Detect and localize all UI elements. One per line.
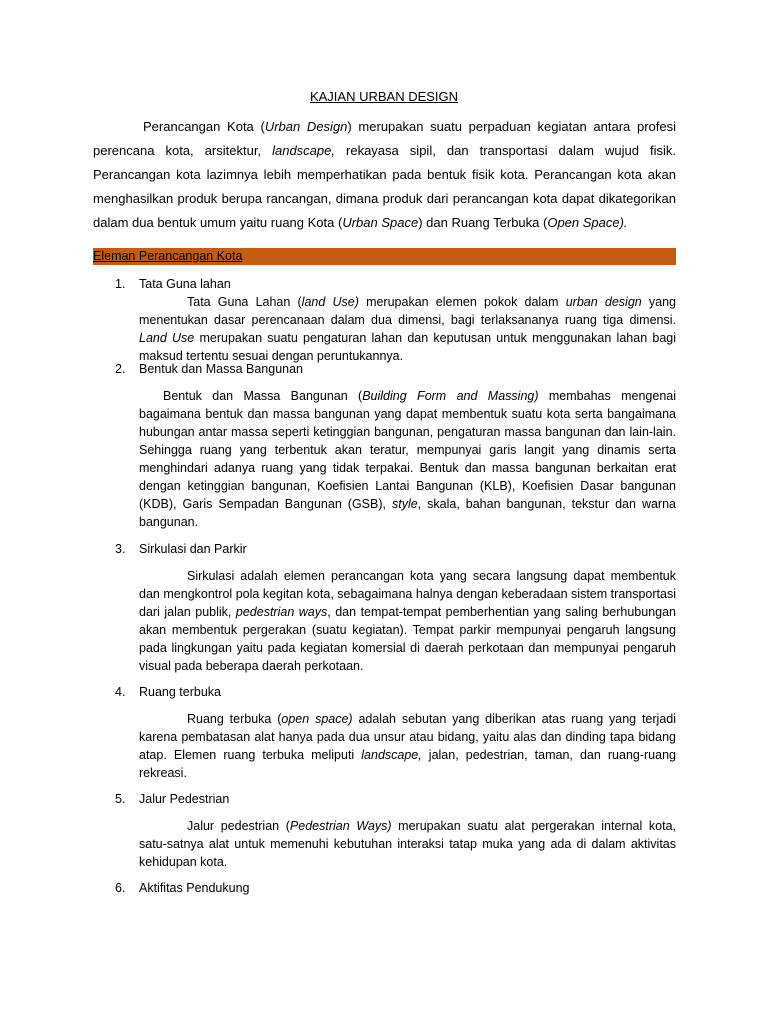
list-item-6: 6. Aktifitas Pendukung xyxy=(115,881,250,895)
intro-paragraph: Perancangan Kota (Urban Design) merupakan suatu perpaduan kegiatan antara profesi perencana kota, arsitektur, landscape, rekayasa sipil, dan transportasi dalam wujud fisik. Perancangan kota lazimnya lebih memperhatikan pada bentuk fisik kota. Perancangan kota akan menghasilkan produk berupa rancangan, dimana produk dari perancangan kota dapat dikategorikan dalam dua bentuk umum yaitu ruang Kota (Urban Space) dan Ruang Terbuka (Open Space). xyxy=(93,119,676,230)
list-item-1: 1. Tata Guna lahan Tata Guna Lahan (land Use) merupakan elemen pokok dalam urban design yang menentukan dasar perencanaan dalam dua dimensi, bagi terlaksananya ruang tiga dimensi. Land Use merupakan suatu pengaturan lahan dan keputusan untuk menggunakan lahan bagi maksud tertentu sesuai dengan peruntukannya. xyxy=(115,277,677,363)
item-title: Ruang terbuka xyxy=(139,685,222,699)
item-body: Bentuk dan Massa Bangunan (Building Form and Massing) membahas mengenai bagaimana bentuk dan massa bangunan yang dapat membentuk suatu kota serta bangaimana hubungan antar massa seperti ketinggian bangunan, pengaturan massa bangunan dan lain-lain. Sehingga ruang yang terbentuk akan teratur, mempunyai garis langit yang dinamis serta menghindari adanya ruang yang tidak terpakai. Bentuk dan massa bangunan berkaitan erat dengan ketinggian bangunan, Koefisien Lantai Bangunan (KLB), Koefisien Dasar bangunan (KDB), Garis Sempadan Bangunan (GSB), style, skala, bahan bangunan, tekstur dan warna bangunan. xyxy=(139,389,676,529)
item-title: Bentuk dan Massa Bangunan xyxy=(139,362,304,376)
section-heading: Eleman Perancangan Kota xyxy=(93,248,676,265)
item-title: Aktifitas Pendukung xyxy=(139,881,250,895)
document-title: KAJIAN URBAN DESIGN xyxy=(309,89,459,104)
list-item-5: 5. Jalur Pedestrian Jalur pedestrian (Pedestrian Ways) merupakan suatu alat pergerakan internal kota, satu-satnya alat untuk memenuhi kebutuhan interaksi tatap muka yang ada di dalam aktivitas kehidupan kota. xyxy=(115,792,676,869)
item-body: Sirkulasi adalah elemen perancangan kota yang secara langsung dapat membentuk dan mengkontrol pola kegitan kota, sebagaimana halnya dengan keberadaan sistem transportasi dari jalan publik, pedestrian ways, dan tempat-tempat pemberhentian yang saling berhubungan akan membentuk pergerakan (suatu kegiatan). Tempat parkir mempunyai pengaruh langsung pada lingkungan yaitu pada kegiatan komersial di daerah perkotaan dan mempunyai pengaruh visual pada beberapa daerah perkotaan. xyxy=(139,569,676,673)
item-title: Jalur Pedestrian xyxy=(139,792,230,806)
list-item-3: 3. Sirkulasi dan Parkir Sirkulasi adalah elemen perancangan kota yang secara langsung dapat membentuk dan mengkontrol pola kegitan kota, sebagaimana halnya dengan keberadaan sistem transportasi dari jalan publik, pedestrian ways, dan tempat-tempat pemberhentian yang saling berhubungan akan membentuk pergerakan (suatu kegiatan). Tempat parkir mempunyai pengaruh langsung pada lingkungan yaitu pada kegiatan komersial di daerah perkotaan dan mempunyai pengaruh visual pada beberapa daerah perkotaan. xyxy=(115,542,676,673)
list-item-2: 2. Bentuk dan Massa Bangunan Bentuk dan Massa Bangunan (Building Form and Massing) membahas mengenai bagaimana bentuk dan massa bangunan yang dapat membentuk suatu kota serta bangaimana hubungan antar massa seperti ketinggian bangunan, pengaturan massa bangunan dan lain-lain. Sehingga ruang yang terbentuk akan teratur, mempunyai garis langit yang dinamis serta menghindari adanya ruang yang tidak terpakai. Bentuk dan massa bangunan berkaitan erat dengan ketinggian bangunan, Koefisien Lantai Bangunan (KLB), Koefisien Dasar bangunan (KDB), Garis Sempadan Bangunan (GSB), style, skala, bahan bangunan, tekstur dan warna bangunan. xyxy=(115,362,676,529)
list-item-4: 4. Ruang terbuka Ruang terbuka (open space) adalah sebutan yang diberikan atas ruang yang terjadi karena pembatasan alat hanya pada dua unsur atau bidang, yaitu alas dan dinding tapa bidang atap. Elemen ruang terbuka meliputi landscape, jalan, pedestrian, taman, dan ruang-ruang rekreasi. xyxy=(115,685,676,780)
item-body: Jalur pedestrian (Pedestrian Ways) merupakan suatu alat pergerakan internal kota, satu-satnya alat untuk memenuhi kebutuhan interaksi tatap muka yang ada di dalam aktivitas kehidupan kota. xyxy=(139,819,676,869)
item-title: Tata Guna lahan xyxy=(139,277,231,291)
item-title: Sirkulasi dan Parkir xyxy=(139,542,247,556)
item-body: Tata Guna Lahan (land Use) merupakan elemen pokok dalam urban design yang menentukan dasar perencanaan dalam dua dimensi, bagi terlaksananya ruang tiga dimensi. Land Use merupakan suatu pengaturan lahan dan keputusan untuk menggunakan lahan bagi maksud tertentu sesuai dengan peruntukannya. xyxy=(139,295,677,363)
item-body: Ruang terbuka (open space) adalah sebutan yang diberikan atas ruang yang terjadi karena pembatasan alat hanya pada dua unsur atau bidang, yaitu alas dan dinding tapa bidang atap. Elemen ruang terbuka meliputi landscape, jalan, pedestrian, taman, dan ruang-ruang rekreasi. xyxy=(139,712,676,780)
